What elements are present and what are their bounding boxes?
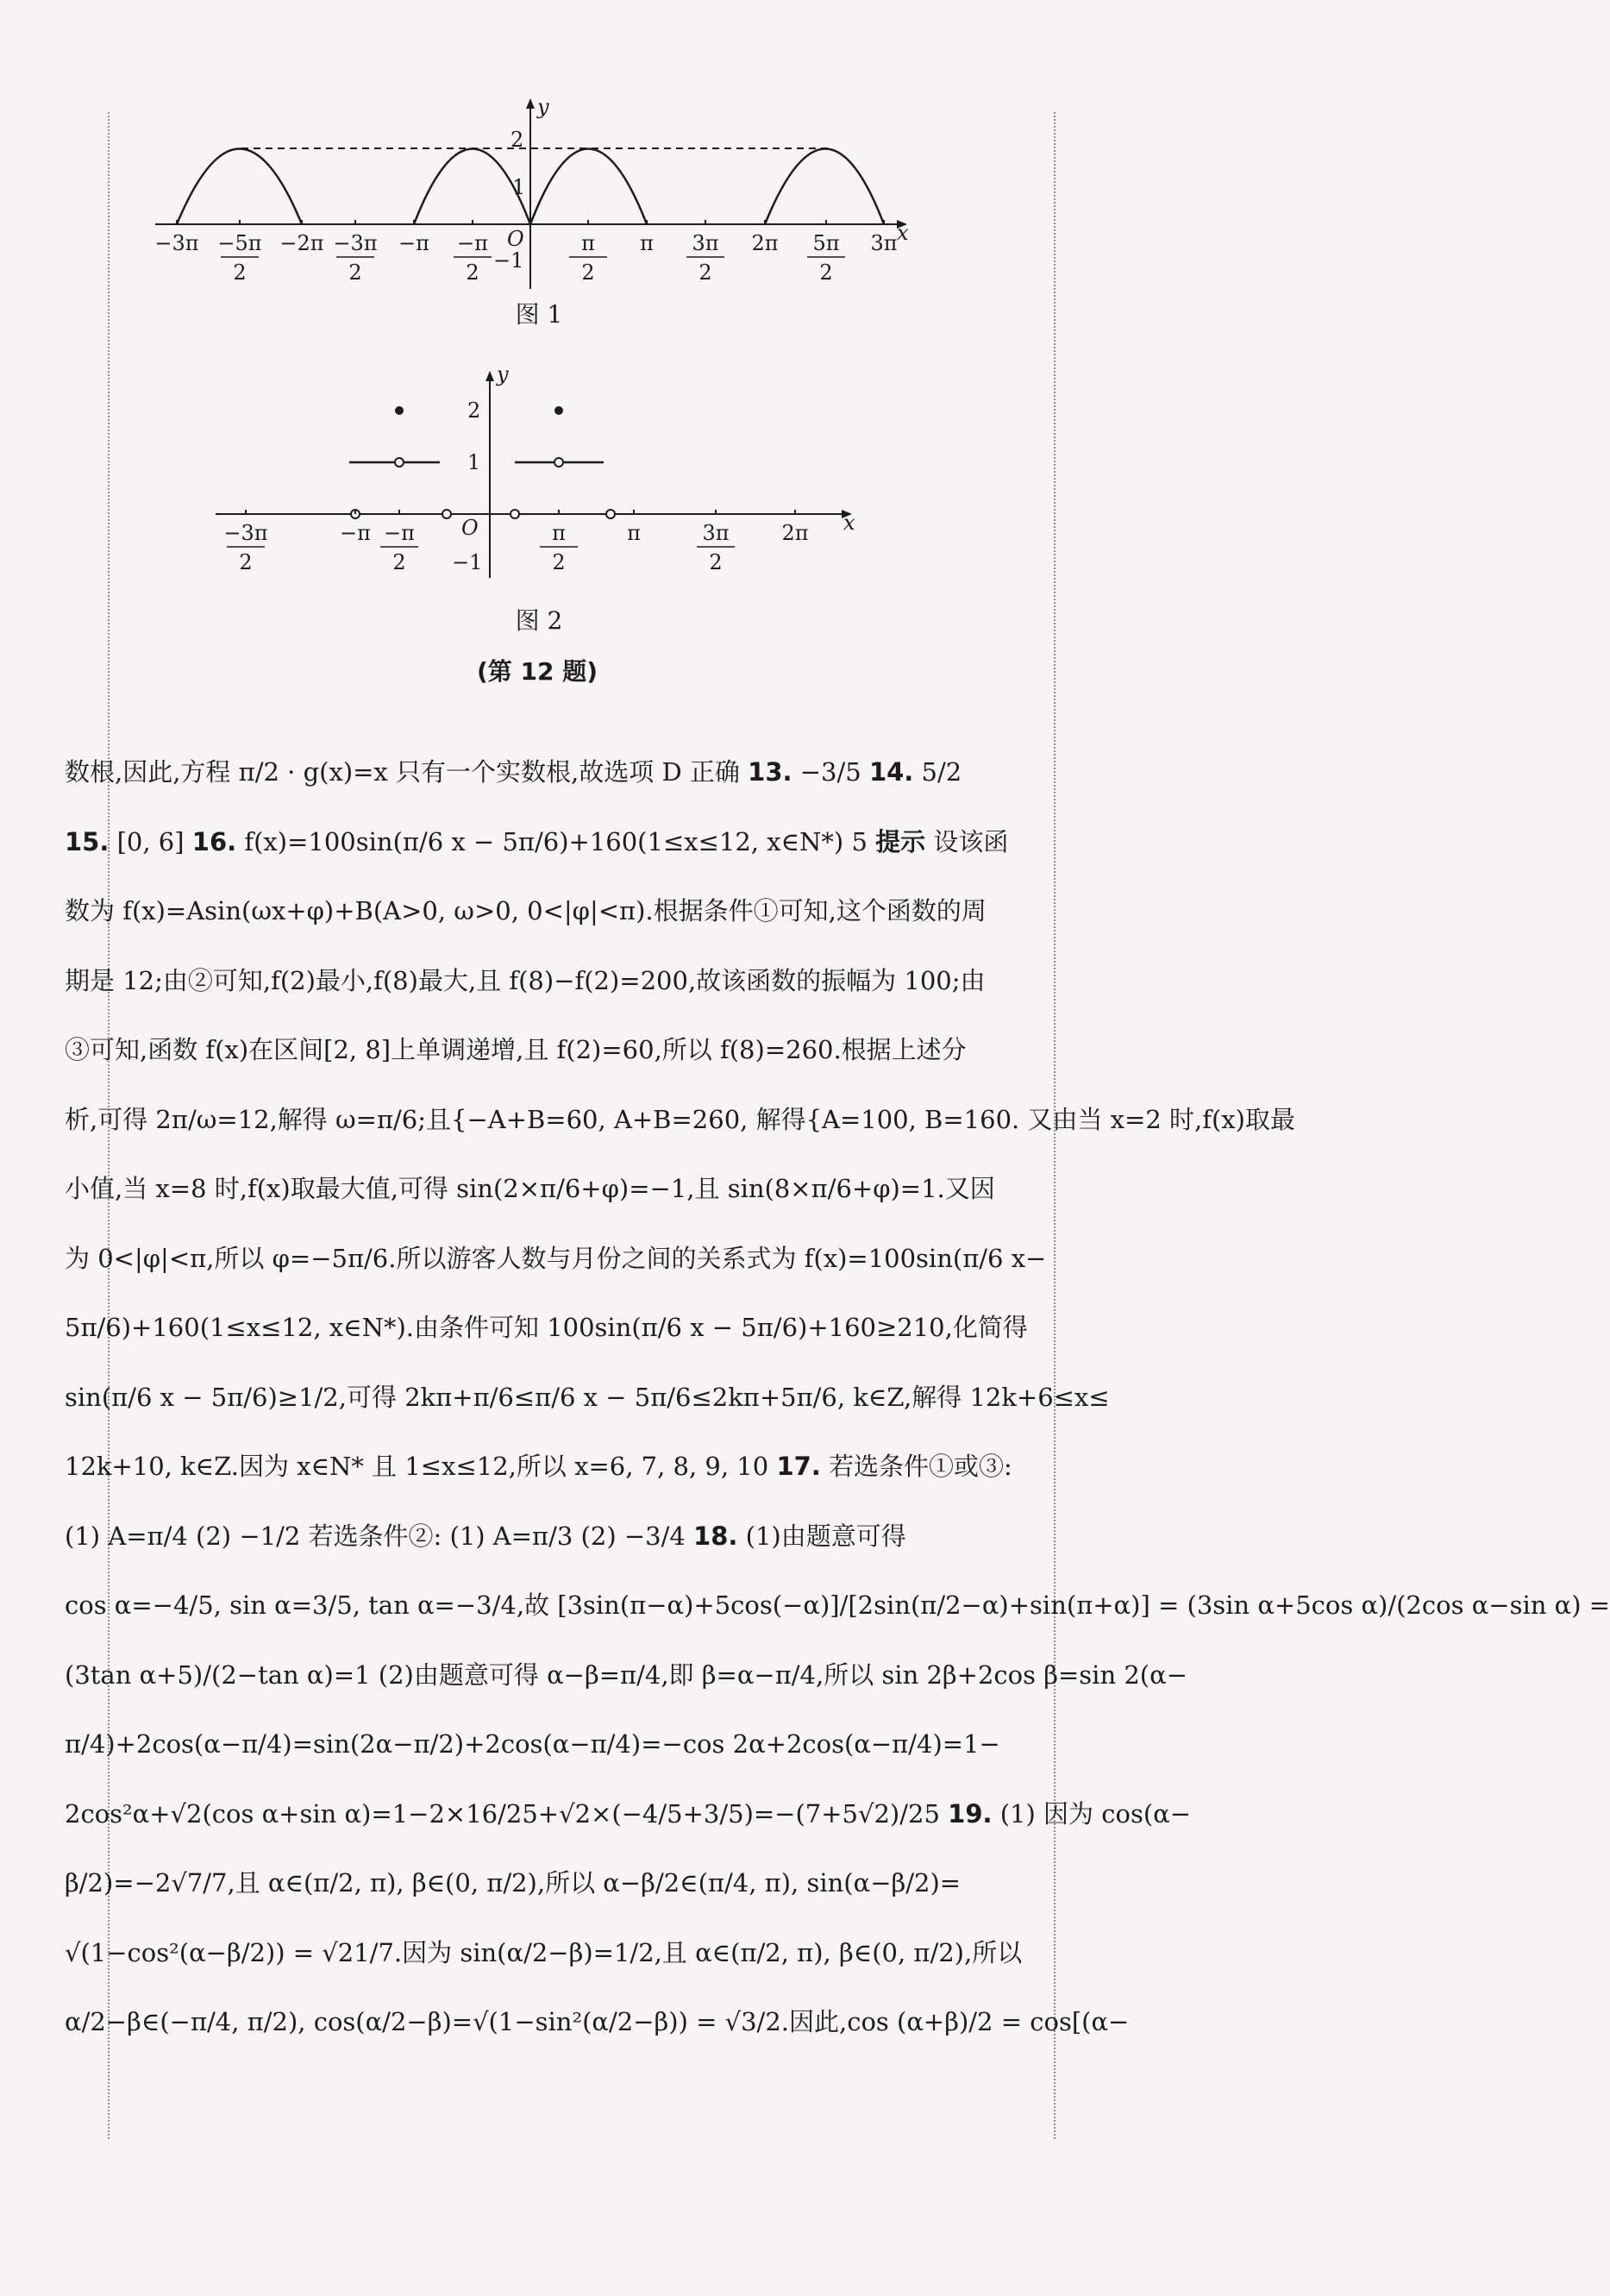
figure-1-x-ticks [154, 220, 897, 285]
y-tick-2: 2 [511, 128, 524, 152]
curve-right [765, 149, 884, 225]
open-point [511, 510, 519, 518]
x-tick-label: 2π [781, 521, 809, 545]
solution-line: 期是 12;由②可知,f(2)最小,f(8)最大,且 f(8)−f(2)=200,故该函数的振幅为 100;由 [65, 965, 986, 995]
solution-line: 12k+10, k∈Z.因为 x∈N* 且 1≤x≤12,所以 x=6, 7, 8, 9, 10 17. 若选条件①或③: [65, 1452, 1012, 1481]
x-tick-label: π [640, 231, 654, 255]
solution-line: π/4)+2cos(α−π/4)=sin(2α−π/2)+2cos(α−π/4)=−cos 2α+2cos(α−π/4)=1− [65, 1729, 1000, 1759]
y-axis-arrow-icon [486, 371, 494, 381]
y-tick-1: 1 [512, 175, 526, 199]
x-tick-label: −5π [217, 231, 262, 255]
x-tick-label-denominator: 2 [819, 260, 833, 285]
x-tick-label-denominator: 2 [709, 550, 723, 574]
x-tick-label: −3π [333, 231, 378, 255]
x-tick-label-denominator: 2 [552, 550, 566, 574]
x-tick-label: −π [340, 521, 371, 545]
x-tick-label: 3π [870, 231, 898, 255]
solution-line: (1) A=π/4 (2) −1/2 若选条件②: (1) A=π/3 (2) −3/4 18. (1)由题意可得 [65, 1521, 906, 1551]
y-tick-neg1: −1 [452, 550, 483, 574]
question-label: (第 12 题) [477, 657, 598, 686]
open-point [554, 458, 563, 467]
y-tick-neg1: −1 [493, 248, 524, 273]
x-tick-label-denominator: 2 [699, 260, 712, 285]
solution-line: 析,可得 2π/ω=12,解得 ω=π/6;且{−A+B=60, A+B=260, 解得{A=100, B=160. 又由当 x=2 时,f(x)取最 [65, 1104, 1295, 1134]
x-tick-label: −π [384, 521, 415, 545]
solution-line: 5π/6)+160(1≤x≤12, x∈N*).由条件可知 100sin(π/6 x − 5π/6)+160≥210,化简得 [65, 1313, 1028, 1342]
filled-point-left [395, 406, 404, 415]
x-tick-label: −2π [279, 231, 324, 255]
x-tick-label: 3π [702, 521, 730, 545]
solution-line: α/2−β∈(−π/4, π/2), cos(α/2−β)=√(1−sin²(α/2−β)) = √3/2.因此,cos (α+β)/2 = cos[(α− [65, 2007, 1130, 2036]
solution-line: (3tan α+5)/(2−tan α)=1 (2)由题意可得 α−β=π/4,即 β=α−π/4,所以 sin 2β+2cos β=sin 2(α− [65, 1659, 1187, 1690]
y-axis-label: y [497, 362, 509, 386]
solution-line: 为 0<|φ|<π,所以 φ=−5π/6.所以游客人数与月份之间的关系式为 f(x)=100sin(π/6 x− [65, 1243, 1047, 1273]
figure-2-x-ticks [223, 510, 808, 574]
x-tick-label-denominator: 2 [581, 260, 595, 285]
y-axis-arrow-icon [526, 98, 535, 109]
figure-1-caption: 图 1 [515, 300, 563, 329]
x-tick-label-denominator: 2 [466, 260, 479, 285]
solution-line: 15. [0, 6] 16. f(x)=100sin(π/6 x − 5π/6)+160(1≤x≤12, x∈N*) 5 提示 设该函 [65, 826, 1009, 856]
x-tick-label: 5π [812, 231, 840, 255]
x-tick-label: 3π [692, 231, 719, 255]
x-tick-label: π [627, 521, 641, 545]
x-tick-label: −π [398, 231, 429, 255]
figure-1-graph [0, 95, 1071, 388]
x-tick-label: π [581, 231, 595, 255]
origin-label: O [461, 516, 479, 540]
y-tick-2: 2 [467, 398, 481, 423]
solution-line: β/2)=−2√7/7,且 α∈(π/2, π), β∈(0, π/2),所以 α−β/2∈(π/4, π), sin(α−β/2)= [65, 1868, 962, 1898]
open-point [395, 458, 404, 467]
x-axis-label: x [897, 221, 909, 245]
y-axis-label: y [537, 95, 549, 119]
x-tick-label: −3π [223, 521, 268, 545]
x-tick-label: −π [457, 231, 488, 255]
solution-line: 2cos²α+√2(cos α+sin α)=1−2×16/25+√2×(−4/5+3/5)=−(7+5√2)/25 19. (1) 因为 cos(α− [65, 1798, 1192, 1829]
solution-text [65, 737, 1610, 2057]
x-tick-label-denominator: 2 [233, 260, 247, 285]
solution-line: √(1−cos²(α−β/2)) = √21/7.因为 sin(α/2−β)=1/2,且 α∈(π/2, π), β∈(0, π/2),所以 [65, 1937, 1023, 1967]
x-tick-label: −3π [154, 231, 199, 255]
x-axis-label: x [843, 511, 855, 535]
filled-point-right [554, 406, 563, 415]
curve-left [177, 149, 302, 225]
figure-2-graph [0, 362, 1071, 621]
x-tick-label-denominator: 2 [348, 260, 362, 285]
figure-2-caption: 图 2 [515, 606, 563, 635]
solution-line: cos α=−4/5, sin α=3/5, tan α=−3/4,故 [3sin(π−α)+5cos(−α)]/[2sin(π/2−α)+sin(π+α)] = (3sin α+5cos α)/(2cos α−sin α) = [65, 1590, 1610, 1620]
x-tick-label: 2π [751, 231, 779, 255]
x-tick-label: π [552, 521, 566, 545]
origin-label: O [507, 227, 524, 251]
solution-line: 小值,当 x=8 时,f(x)取最大值,可得 sin(2×π/6+φ)=−1,且 sin(8×π/6+φ)=1.又因 [65, 1174, 995, 1203]
solution-line: sin(π/6 x − 5π/6)≥1/2,可得 2kπ+π/6≤π/6 x − 5π/6≤2kπ+5π/6, k∈Z,解得 12k+6≤x≤ [65, 1382, 1110, 1412]
solution-line: 数为 f(x)=Asin(ωx+φ)+B(A>0, ω>0, 0<|φ|<π).根据条件①可知,这个函数的周 [65, 896, 987, 925]
x-tick-label-denominator: 2 [239, 550, 253, 574]
y-tick-1: 1 [467, 450, 481, 474]
open-point [606, 510, 615, 518]
open-point [442, 510, 451, 518]
solution-line: ③可知,函数 f(x)在区间[2, 8]上单调递增,且 f(2)=60,所以 f(8)=260.根据上述分 [65, 1035, 967, 1064]
solution-line: 数根,因此,方程 π/2 · g(x)=x 只有一个实数根,故选项 D 正确 13. −3/5 14. 5/2 [65, 757, 962, 787]
curve-mid-right [530, 149, 647, 225]
x-tick-label-denominator: 2 [392, 550, 406, 574]
